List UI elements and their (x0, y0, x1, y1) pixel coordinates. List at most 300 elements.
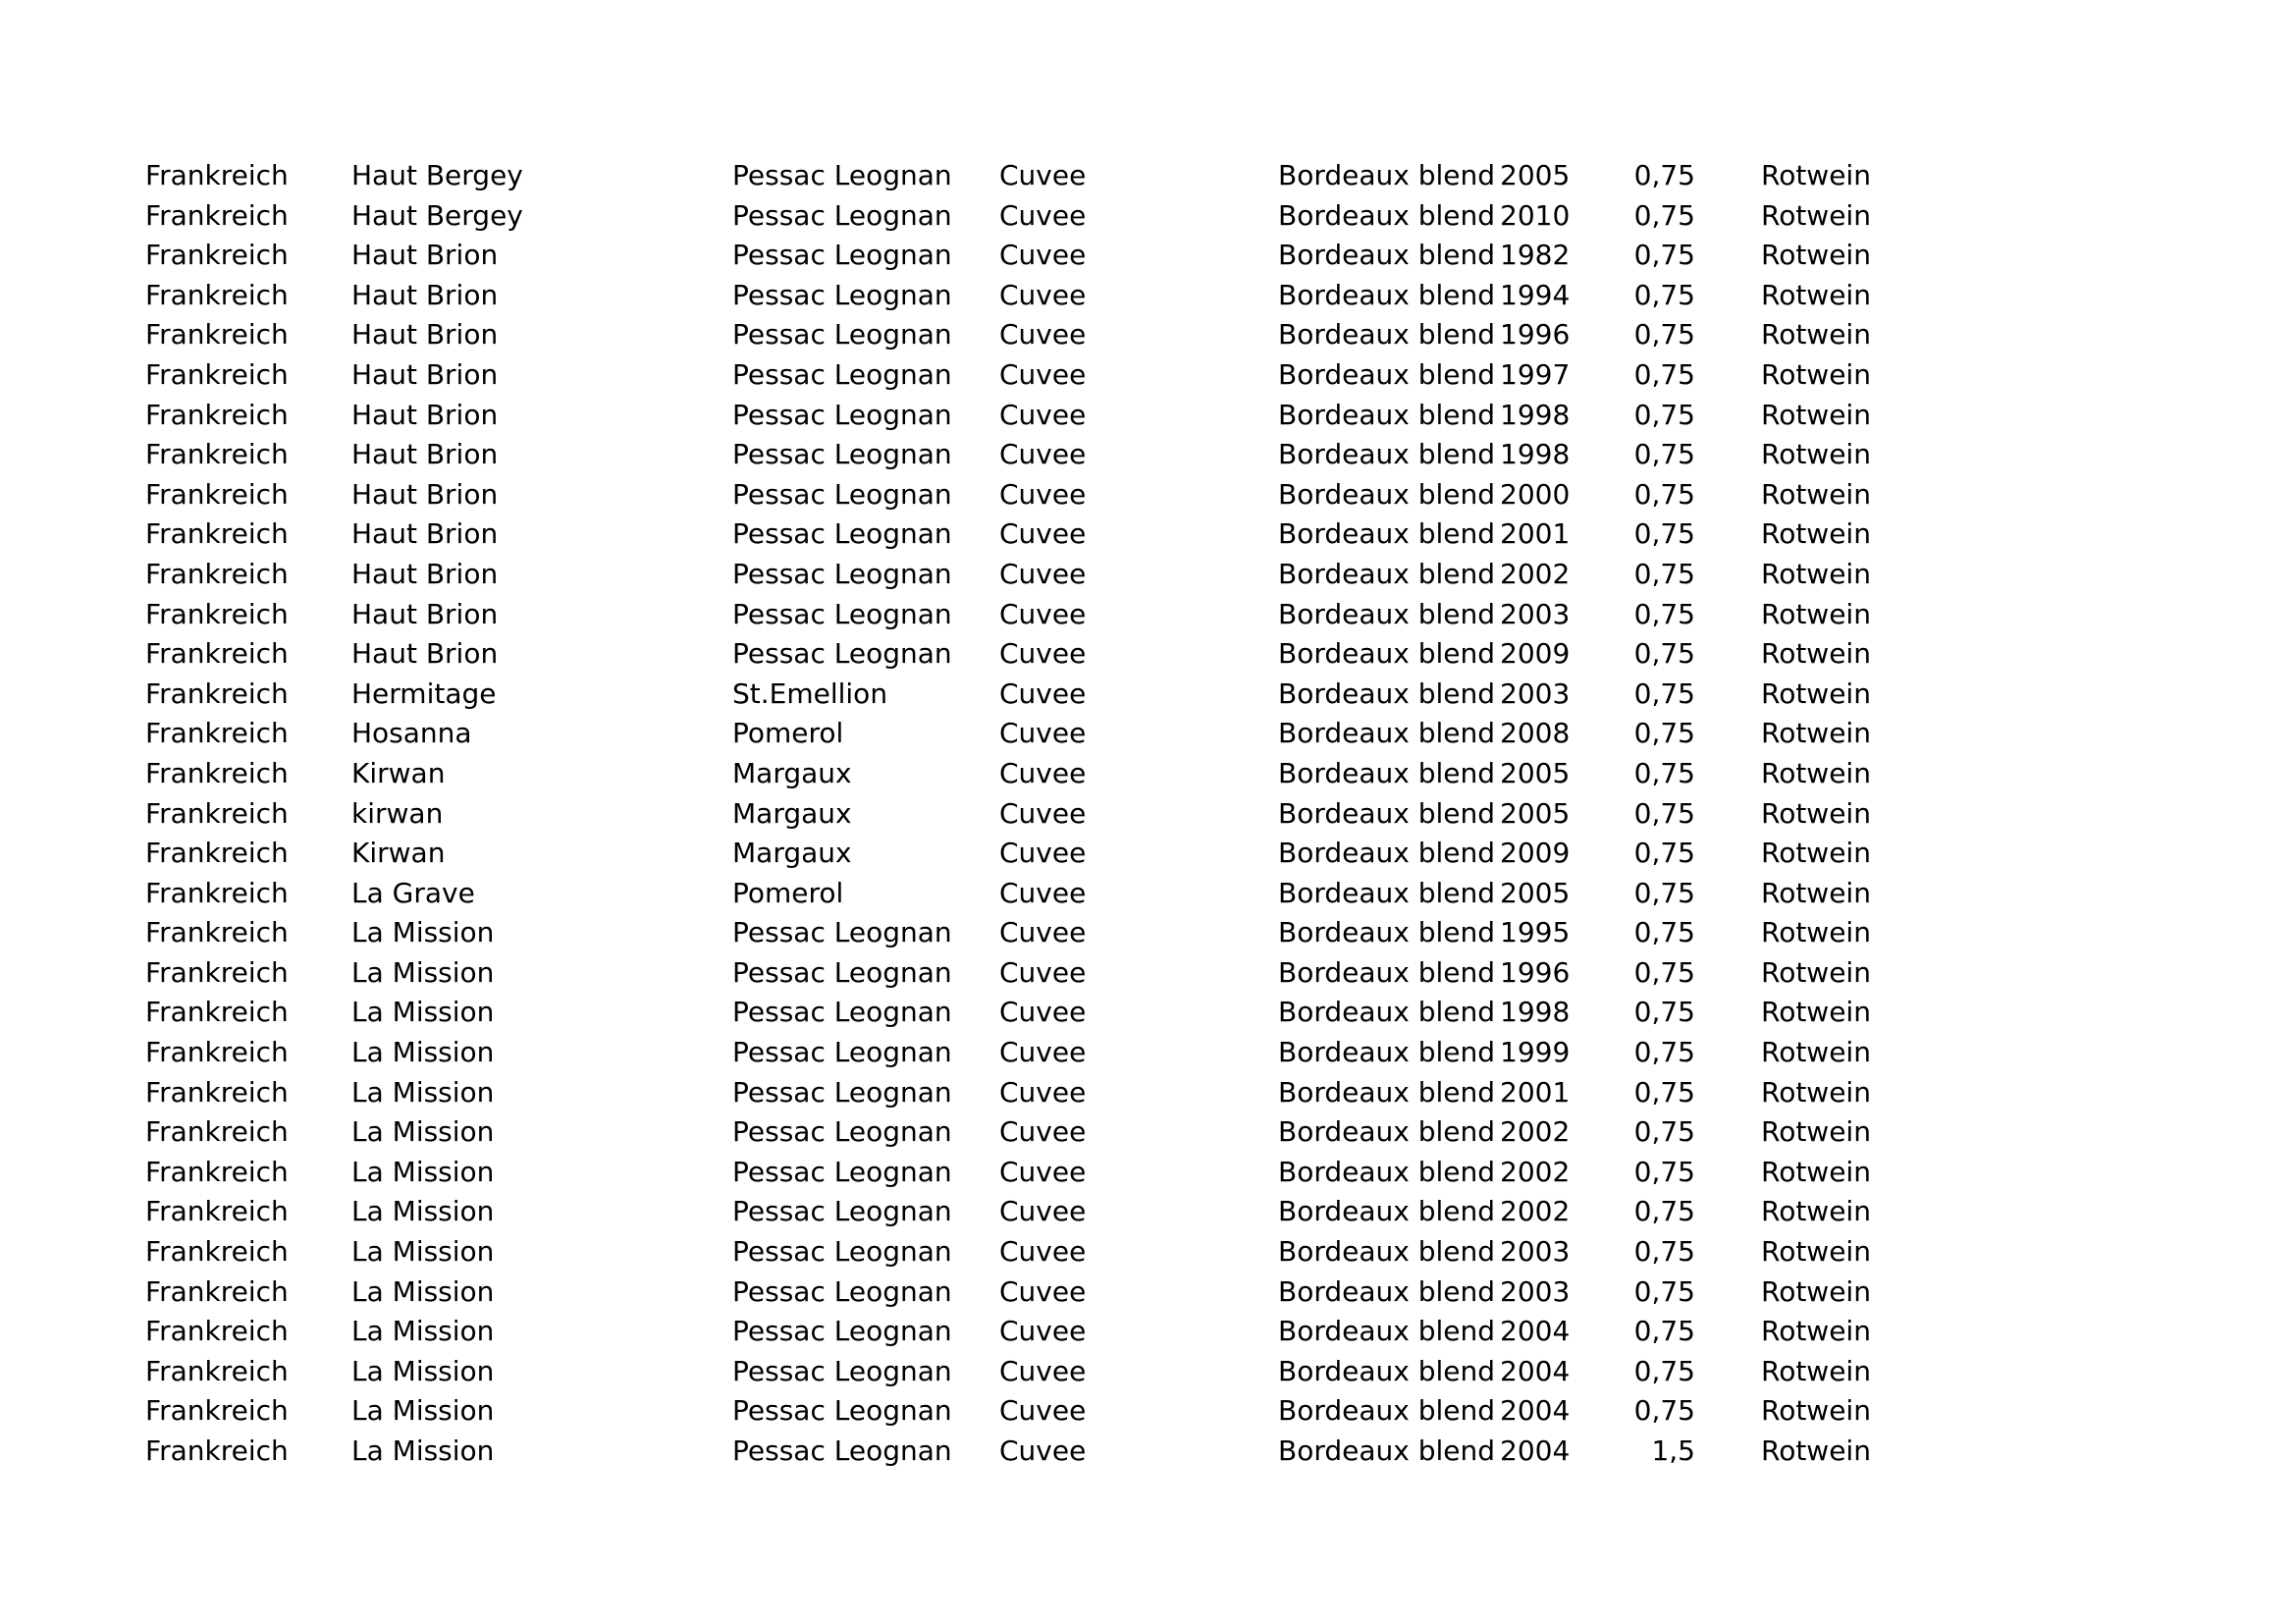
table-row (145, 1432, 1908, 1472)
grape-cell: Bordeaux blend (1278, 438, 1496, 471)
volume-cell: 0,75 (1633, 1036, 1695, 1069)
producer-cell: Haut Brion (351, 557, 499, 590)
wine-color-cell: Rotwein (1761, 876, 1871, 909)
grape-cell: Bordeaux blend (1278, 1435, 1496, 1467)
producer-cell: Kirwan (351, 756, 446, 789)
vintage-cell: 2010 (1500, 198, 1571, 232)
producer-cell: La Mission (351, 1075, 495, 1109)
region-cell: Pessac Leognan (732, 1354, 952, 1387)
producer-cell: Kirwan (351, 837, 446, 870)
vintage-cell: 1994 (1500, 278, 1571, 311)
type-cell: Cuvee (999, 557, 1087, 590)
vintage-cell: 2002 (1500, 557, 1571, 590)
vintage-cell: 2001 (1500, 517, 1571, 551)
volume-cell: 0,75 (1633, 1354, 1695, 1387)
producer-cell: Haut Bergey (351, 198, 523, 232)
type-cell: Cuvee (999, 677, 1087, 710)
type-cell: Cuvee (999, 1315, 1087, 1348)
type-cell: Cuvee (999, 357, 1087, 391)
spacer-cell (1695, 1153, 1761, 1193)
country-cell: Frankreich (145, 996, 289, 1029)
spacer-cell (1695, 1073, 1761, 1113)
wine-color-cell: Rotwein (1761, 756, 1871, 789)
vintage-cell: 1996 (1500, 318, 1571, 352)
wine-color-cell: Rotwein (1761, 198, 1871, 232)
grape-cell: Bordeaux blend (1278, 1235, 1496, 1269)
spacer-cell (1695, 156, 1761, 196)
country-cell: Frankreich (145, 557, 289, 590)
table-row (145, 634, 1908, 675)
type-cell: Cuvee (999, 477, 1087, 511)
spacer-cell (1695, 953, 1761, 994)
spacer-cell (1695, 1192, 1761, 1232)
volume-cell: 0,75 (1633, 198, 1695, 232)
country-cell: Frankreich (145, 1435, 289, 1467)
region-cell: Pessac Leognan (732, 318, 952, 352)
wine-color-cell: Rotwein (1761, 1036, 1871, 1069)
type-cell: Cuvee (999, 1036, 1087, 1069)
table-row (145, 1153, 1908, 1193)
volume-cell: 0,75 (1633, 357, 1695, 391)
vintage-cell: 2003 (1500, 677, 1571, 710)
region-cell: Pessac Leognan (732, 198, 952, 232)
producer-cell: La Mission (351, 1115, 495, 1149)
volume-cell: 1,5 (1651, 1435, 1695, 1467)
region-cell: Pessac Leognan (732, 357, 952, 391)
volume-cell: 0,75 (1633, 398, 1695, 431)
wine-color-cell: Rotwein (1761, 398, 1871, 431)
vintage-cell: 2002 (1500, 1195, 1571, 1228)
grape-cell: Bordeaux blend (1278, 398, 1496, 431)
type-cell: Cuvee (999, 756, 1087, 789)
country-cell: Frankreich (145, 1115, 289, 1149)
region-cell: Pessac Leognan (732, 996, 952, 1029)
vintage-cell: 2008 (1500, 717, 1571, 750)
spacer-cell (1695, 754, 1761, 794)
volume-cell: 0,75 (1633, 557, 1695, 590)
producer-cell: Haut Brion (351, 637, 499, 671)
country-cell: Frankreich (145, 517, 289, 551)
wine-color-cell: Rotwein (1761, 1155, 1871, 1188)
country-cell: Frankreich (145, 1075, 289, 1109)
spacer-cell (1695, 1232, 1761, 1272)
spacer-cell (1695, 675, 1761, 715)
vintage-cell: 2003 (1500, 1235, 1571, 1269)
spacer-cell (1695, 874, 1761, 914)
wine-color-cell: Rotwein (1761, 517, 1871, 551)
type-cell: Cuvee (999, 996, 1087, 1029)
producer-cell: La Mission (351, 916, 495, 949)
table-row (145, 595, 1908, 635)
grape-cell: Bordeaux blend (1278, 837, 1496, 870)
spacer-cell (1695, 435, 1761, 475)
type-cell: Cuvee (999, 597, 1087, 630)
spacer-cell (1695, 196, 1761, 237)
volume-cell: 0,75 (1633, 837, 1695, 870)
wine-color-cell: Rotwein (1761, 318, 1871, 352)
spacer-cell (1695, 236, 1761, 276)
country-cell: Frankreich (145, 1354, 289, 1387)
volume-cell: 0,75 (1633, 438, 1695, 471)
region-cell: Pessac Leognan (732, 557, 952, 590)
producer-cell: Hermitage (351, 677, 497, 710)
table-row (145, 1352, 1908, 1392)
vintage-cell: 2009 (1500, 637, 1571, 671)
vintage-cell: 2004 (1500, 1435, 1571, 1467)
spacer-cell (1695, 276, 1761, 316)
spacer-cell (1695, 396, 1761, 436)
grape-cell: Bordeaux blend (1278, 357, 1496, 391)
vintage-cell: 1996 (1500, 955, 1571, 989)
producer-cell: Haut Brion (351, 477, 499, 511)
table-row (145, 675, 1908, 715)
type-cell: Cuvee (999, 239, 1087, 272)
grape-cell: Bordeaux blend (1278, 1036, 1496, 1069)
spacer-cell (1695, 595, 1761, 635)
country-cell: Frankreich (145, 1274, 289, 1308)
type-cell: Cuvee (999, 637, 1087, 671)
table-row (145, 435, 1908, 475)
country-cell: Frankreich (145, 239, 289, 272)
table-row (145, 1112, 1908, 1153)
spacer-cell (1695, 714, 1761, 754)
wine-color-cell: Rotwein (1761, 1354, 1871, 1387)
wine-table (145, 156, 1908, 1472)
producer-cell: Haut Brion (351, 438, 499, 471)
wine-color-cell: Rotwein (1761, 557, 1871, 590)
wine-color-cell: Rotwein (1761, 1435, 1871, 1467)
table-row (145, 514, 1908, 555)
type-cell: Cuvee (999, 1195, 1087, 1228)
type-cell: Cuvee (999, 1155, 1087, 1188)
country-cell: Frankreich (145, 756, 289, 789)
spacer-cell (1695, 1391, 1761, 1432)
producer-cell: La Mission (351, 1036, 495, 1069)
vintage-cell: 1999 (1500, 1036, 1571, 1069)
wine-color-cell: Rotwein (1761, 677, 1871, 710)
type-cell: Cuvee (999, 1394, 1087, 1428)
country-cell: Frankreich (145, 318, 289, 352)
vintage-cell: 1995 (1500, 916, 1571, 949)
spacer-cell (1695, 634, 1761, 675)
wine-table-body (145, 156, 1908, 1472)
producer-cell: Haut Brion (351, 517, 499, 551)
spacer-cell (1695, 475, 1761, 515)
spacer-cell (1695, 555, 1761, 595)
country-cell: Frankreich (145, 438, 289, 471)
table-row (145, 355, 1908, 396)
country-cell: Frankreich (145, 796, 289, 830)
region-cell: Margaux (732, 837, 852, 870)
volume-cell: 0,75 (1633, 717, 1695, 750)
volume-cell: 0,75 (1633, 1394, 1695, 1428)
grape-cell: Bordeaux blend (1278, 278, 1496, 311)
volume-cell: 0,75 (1633, 318, 1695, 352)
country-cell: Frankreich (145, 916, 289, 949)
table-row (145, 1391, 1908, 1432)
country-cell: Frankreich (145, 159, 289, 191)
volume-cell: 0,75 (1633, 876, 1695, 909)
type-cell: Cuvee (999, 159, 1087, 191)
volume-cell: 0,75 (1633, 916, 1695, 949)
table-row (145, 834, 1908, 874)
producer-cell: kirwan (351, 796, 444, 830)
region-cell: Pessac Leognan (732, 159, 952, 191)
region-cell: Pessac Leognan (732, 1235, 952, 1269)
wine-color-cell: Rotwein (1761, 477, 1871, 511)
type-cell: Cuvee (999, 517, 1087, 551)
region-cell: Pessac Leognan (732, 438, 952, 471)
grape-cell: Bordeaux blend (1278, 1115, 1496, 1149)
region-cell: Margaux (732, 796, 852, 830)
region-cell: Pessac Leognan (732, 1195, 952, 1228)
vintage-cell: 2004 (1500, 1315, 1571, 1348)
type-cell: Cuvee (999, 955, 1087, 989)
producer-cell: La Grave (351, 876, 475, 909)
table-row (145, 913, 1908, 953)
wine-color-cell: Rotwein (1761, 438, 1871, 471)
vintage-cell: 2003 (1500, 597, 1571, 630)
region-cell: Pessac Leognan (732, 1394, 952, 1428)
table-row (145, 236, 1908, 276)
region-cell: Pessac Leognan (732, 239, 952, 272)
region-cell: Pessac Leognan (732, 1155, 952, 1188)
grape-cell: Bordeaux blend (1278, 796, 1496, 830)
table-row (145, 396, 1908, 436)
country-cell: Frankreich (145, 637, 289, 671)
producer-cell: La Mission (351, 1195, 495, 1228)
producer-cell: Haut Brion (351, 278, 499, 311)
grape-cell: Bordeaux blend (1278, 198, 1496, 232)
table-row (145, 1192, 1908, 1232)
region-cell: Pomerol (732, 876, 844, 909)
grape-cell: Bordeaux blend (1278, 1155, 1496, 1188)
type-cell: Cuvee (999, 837, 1087, 870)
grape-cell: Bordeaux blend (1278, 557, 1496, 590)
wine-color-cell: Rotwein (1761, 796, 1871, 830)
volume-cell: 0,75 (1633, 1155, 1695, 1188)
region-cell: Pessac Leognan (732, 1435, 952, 1467)
table-row (145, 714, 1908, 754)
table-row (145, 475, 1908, 515)
vintage-cell: 2004 (1500, 1354, 1571, 1387)
volume-cell: 0,75 (1633, 477, 1695, 511)
type-cell: Cuvee (999, 796, 1087, 830)
vintage-cell: 1997 (1500, 357, 1571, 391)
grape-cell: Bordeaux blend (1278, 159, 1496, 191)
producer-cell: Haut Brion (351, 239, 499, 272)
wine-color-cell: Rotwein (1761, 637, 1871, 671)
volume-cell: 0,75 (1633, 1274, 1695, 1308)
country-cell: Frankreich (145, 717, 289, 750)
producer-cell: La Mission (351, 1274, 495, 1308)
table-row (145, 754, 1908, 794)
type-cell: Cuvee (999, 278, 1087, 311)
type-cell: Cuvee (999, 198, 1087, 232)
spacer-cell (1695, 355, 1761, 396)
producer-cell: Haut Bergey (351, 159, 523, 191)
producer-cell: La Mission (351, 1354, 495, 1387)
region-cell: Pessac Leognan (732, 916, 952, 949)
vintage-cell: 2004 (1500, 1394, 1571, 1428)
type-cell: Cuvee (999, 1274, 1087, 1308)
volume-cell: 0,75 (1633, 1195, 1695, 1228)
grape-cell: Bordeaux blend (1278, 996, 1496, 1029)
wine-color-cell: Rotwein (1761, 916, 1871, 949)
region-cell: Pomerol (732, 717, 844, 750)
volume-cell: 0,75 (1633, 597, 1695, 630)
country-cell: Frankreich (145, 1235, 289, 1269)
wine-color-cell: Rotwein (1761, 1195, 1871, 1228)
volume-cell: 0,75 (1633, 1115, 1695, 1149)
producer-cell: La Mission (351, 1235, 495, 1269)
producer-cell: La Mission (351, 1394, 495, 1428)
vintage-cell: 2005 (1500, 756, 1571, 789)
spacer-cell (1695, 1312, 1761, 1352)
wine-color-cell: Rotwein (1761, 1115, 1871, 1149)
country-cell: Frankreich (145, 1195, 289, 1228)
country-cell: Frankreich (145, 597, 289, 630)
wine-color-cell: Rotwein (1761, 1075, 1871, 1109)
spacer-cell (1695, 1352, 1761, 1392)
grape-cell: Bordeaux blend (1278, 1075, 1496, 1109)
volume-cell: 0,75 (1633, 756, 1695, 789)
spacer-cell (1695, 315, 1761, 355)
type-cell: Cuvee (999, 1075, 1087, 1109)
volume-cell: 0,75 (1633, 637, 1695, 671)
vintage-cell: 2009 (1500, 837, 1571, 870)
table-row (145, 315, 1908, 355)
producer-cell: Haut Brion (351, 597, 499, 630)
country-cell: Frankreich (145, 357, 289, 391)
table-row (145, 993, 1908, 1033)
grape-cell: Bordeaux blend (1278, 1195, 1496, 1228)
vintage-cell: 1998 (1500, 996, 1571, 1029)
wine-color-cell: Rotwein (1761, 1235, 1871, 1269)
region-cell: Pessac Leognan (732, 398, 952, 431)
grape-cell: Bordeaux blend (1278, 1354, 1496, 1387)
region-cell: Pessac Leognan (732, 1075, 952, 1109)
grape-cell: Bordeaux blend (1278, 477, 1496, 511)
volume-cell: 0,75 (1633, 796, 1695, 830)
type-cell: Cuvee (999, 1354, 1087, 1387)
region-cell: Pessac Leognan (732, 477, 952, 511)
grape-cell: Bordeaux blend (1278, 955, 1496, 989)
grape-cell: Bordeaux blend (1278, 1315, 1496, 1348)
type-cell: Cuvee (999, 318, 1087, 352)
table-row (145, 276, 1908, 316)
table-row (145, 196, 1908, 237)
region-cell: Pessac Leognan (732, 955, 952, 989)
volume-cell: 0,75 (1633, 677, 1695, 710)
region-cell: Pessac Leognan (732, 597, 952, 630)
vintage-cell: 2002 (1500, 1115, 1571, 1149)
producer-cell: Hosanna (351, 717, 472, 750)
type-cell: Cuvee (999, 398, 1087, 431)
spacer-cell (1695, 913, 1761, 953)
producer-cell: La Mission (351, 1435, 495, 1467)
spacer-cell (1695, 834, 1761, 874)
wine-color-cell: Rotwein (1761, 837, 1871, 870)
producer-cell: Haut Brion (351, 318, 499, 352)
grape-cell: Bordeaux blend (1278, 677, 1496, 710)
grape-cell: Bordeaux blend (1278, 717, 1496, 750)
country-cell: Frankreich (145, 198, 289, 232)
spacer-cell (1695, 1272, 1761, 1313)
wine-color-cell: Rotwein (1761, 1274, 1871, 1308)
type-cell: Cuvee (999, 717, 1087, 750)
spacer-cell (1695, 1033, 1761, 1073)
grape-cell: Bordeaux blend (1278, 756, 1496, 789)
wine-color-cell: Rotwein (1761, 717, 1871, 750)
table-row (145, 1272, 1908, 1313)
region-cell: Margaux (732, 756, 852, 789)
producer-cell: La Mission (351, 1315, 495, 1348)
country-cell: Frankreich (145, 955, 289, 989)
vintage-cell: 1998 (1500, 438, 1571, 471)
wine-color-cell: Rotwein (1761, 239, 1871, 272)
grape-cell: Bordeaux blend (1278, 517, 1496, 551)
wine-color-cell: Rotwein (1761, 278, 1871, 311)
wine-color-cell: Rotwein (1761, 159, 1871, 191)
vintage-cell: 2001 (1500, 1075, 1571, 1109)
country-cell: Frankreich (145, 1315, 289, 1348)
region-cell: Pessac Leognan (732, 1315, 952, 1348)
type-cell: Cuvee (999, 876, 1087, 909)
country-cell: Frankreich (145, 876, 289, 909)
grape-cell: Bordeaux blend (1278, 1394, 1496, 1428)
producer-cell: La Mission (351, 996, 495, 1029)
type-cell: Cuvee (999, 916, 1087, 949)
volume-cell: 0,75 (1633, 1235, 1695, 1269)
table-row (145, 1073, 1908, 1113)
table-row (145, 794, 1908, 835)
producer-cell: La Mission (351, 1155, 495, 1188)
country-cell: Frankreich (145, 477, 289, 511)
vintage-cell: 1982 (1500, 239, 1571, 272)
vintage-cell: 2000 (1500, 477, 1571, 511)
spacer-cell (1695, 1112, 1761, 1153)
region-cell: St.Emellion (732, 677, 888, 710)
type-cell: Cuvee (999, 1115, 1087, 1149)
table-row (145, 156, 1908, 196)
spacer-cell (1695, 794, 1761, 835)
wine-color-cell: Rotwein (1761, 1394, 1871, 1428)
vintage-cell: 2005 (1500, 796, 1571, 830)
grape-cell: Bordeaux blend (1278, 916, 1496, 949)
grape-cell: Bordeaux blend (1278, 876, 1496, 909)
table-row (145, 555, 1908, 595)
vintage-cell: 1998 (1500, 398, 1571, 431)
region-cell: Pessac Leognan (732, 1036, 952, 1069)
table-row (145, 1033, 1908, 1073)
spacer-cell (1695, 514, 1761, 555)
wine-color-cell: Rotwein (1761, 597, 1871, 630)
region-cell: Pessac Leognan (732, 1274, 952, 1308)
wine-color-cell: Rotwein (1761, 357, 1871, 391)
vintage-cell: 2002 (1500, 1155, 1571, 1188)
vintage-cell: 2005 (1500, 159, 1571, 191)
region-cell: Pessac Leognan (732, 1115, 952, 1149)
grape-cell: Bordeaux blend (1278, 637, 1496, 671)
volume-cell: 0,75 (1633, 239, 1695, 272)
table-row (145, 1312, 1908, 1352)
table-row (145, 874, 1908, 914)
producer-cell: Haut Brion (351, 398, 499, 431)
country-cell: Frankreich (145, 837, 289, 870)
table-row (145, 953, 1908, 994)
wine-color-cell: Rotwein (1761, 996, 1871, 1029)
